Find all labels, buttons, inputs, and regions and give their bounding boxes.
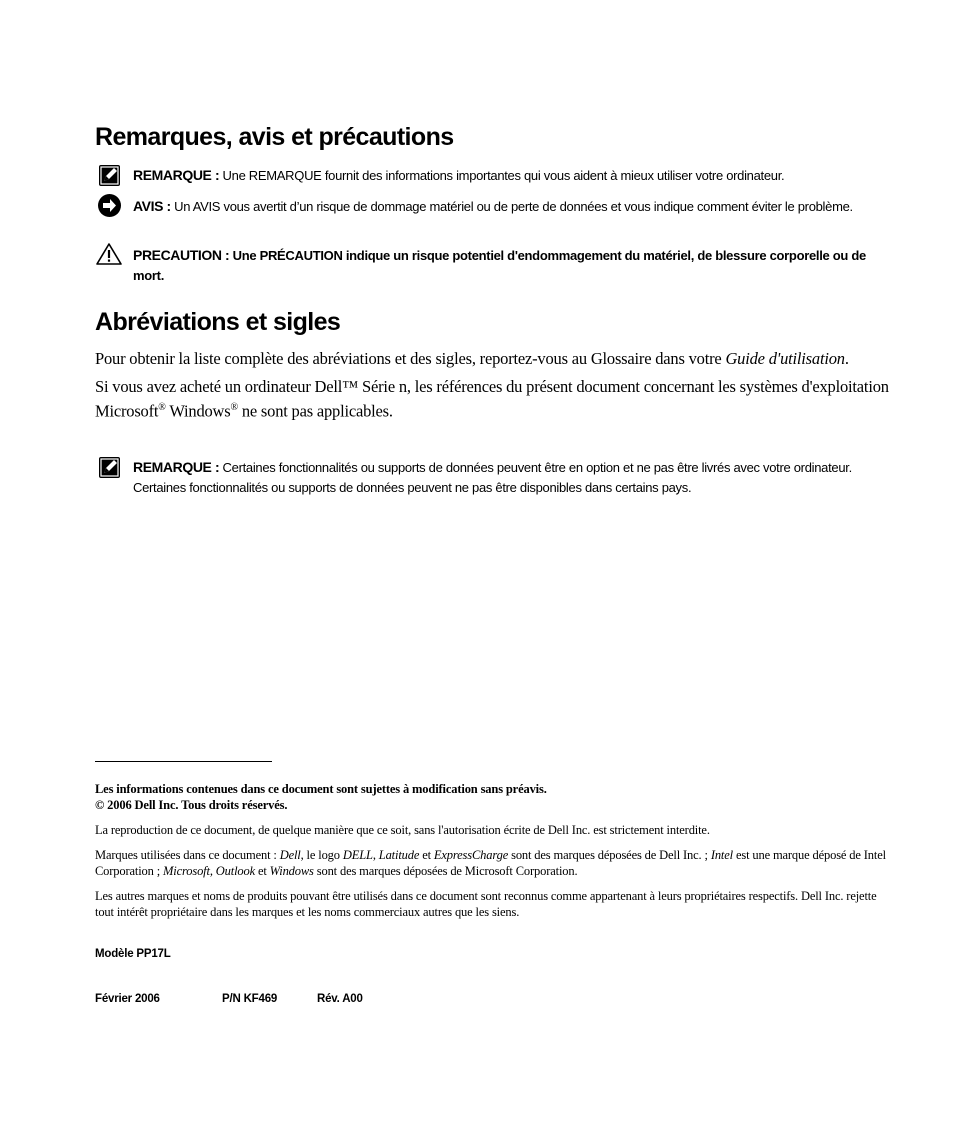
part-number: P/N KF469 — [222, 993, 278, 1005]
caution-triangle-icon — [95, 242, 123, 266]
note-label: REMARQUE : — [133, 167, 220, 183]
tm-text: , le logo — [300, 848, 343, 862]
series-n-text-2: Windows — [165, 401, 231, 421]
note-label: REMARQUE : — [133, 459, 220, 475]
note-remarque-2 — [133, 457, 893, 498]
series-n-text-1: Si vous avez acheté un ordinateur Dell™ Série n, les références du présent document concernant les systèmes d'exploitation Microsoft — [95, 377, 889, 421]
note-text: Certaines fonctionnalités ou supports de données peuvent être en option et ne pas être livrés avec votre ordinateur. Certaines fonctionnalités ou supports de données peuvent ne pas être disponibles dans certains pays. — [133, 460, 852, 495]
tm-latitude: Latitude — [378, 848, 420, 862]
notice-arrow-icon — [98, 194, 121, 217]
registered-mark-1: ® — [158, 402, 166, 413]
tm-text: est une marque déposé de Intel Corporation ; — [95, 848, 886, 878]
caution-label: PRECAUTION : — [133, 247, 230, 263]
glossary-end: . — [844, 349, 849, 368]
series-n-paragraph — [95, 376, 895, 422]
notice-label: AVIS : — [133, 198, 171, 214]
note-text: Une REMARQUE fournit des informations importantes qui vous aident à mieux utiliser votre ordinateur. — [219, 168, 785, 183]
legal-notice — [95, 781, 895, 813]
note-pencil-icon — [99, 165, 120, 186]
tm-microsoft-outlook: Microsoft, Outlook — [163, 864, 255, 878]
note-remarque — [133, 165, 893, 186]
notice-avis — [133, 196, 893, 217]
caution-precaution — [133, 245, 893, 286]
caution-text: Une PRÉCAUTION indique un risque potentiel d'endommagement du matériel, de blessure corporelle ou de mort. — [133, 248, 866, 283]
notice-text: Un AVIS vous avertit d’un risque de dommage matériel ou de perte de données et vous indique comment éviter le problème. — [170, 199, 853, 214]
note-pencil-icon — [99, 457, 120, 478]
glossary-text: Pour obtenir la liste complète des abréviations et des sigles, reportez-vous au Glossaire dans votre — [95, 349, 726, 368]
tm-text: , — [372, 848, 379, 862]
legal-line-2: © 2006 Dell Inc. Tous droits réservés. — [95, 798, 288, 812]
series-n-text-3: ne sont pas applicables. — [237, 401, 393, 421]
tm-windows: Windows — [269, 864, 314, 878]
model-number: Modèle PP17L — [95, 948, 171, 960]
tm-text: et — [419, 848, 434, 862]
section-title-notes: Remarques, avis et précautions — [95, 123, 454, 151]
footer-divider — [95, 761, 272, 762]
registered-mark-2: ® — [230, 402, 238, 413]
tm-text: et — [255, 864, 270, 878]
trademarks-notice — [95, 847, 895, 879]
tm-text: Marques utilisées dans ce document : — [95, 848, 280, 862]
section-title-abbreviations: Abréviations et sigles — [95, 308, 341, 336]
tm-dell: Dell — [279, 848, 301, 862]
tm-intel: Intel — [710, 848, 733, 862]
legal-line-1: Les informations contenues dans ce document sont sujettes à modification sans préavis. — [95, 782, 547, 796]
tm-text: sont des marques déposées de Dell Inc. ; — [508, 848, 711, 862]
reproduction-notice: La reproduction de ce document, de quelque manière que ce soit, sans l'autorisation écrite de Dell Inc. est strictement interdite. — [95, 823, 710, 837]
publication-date: Février 2006 — [95, 993, 160, 1005]
other-marks-notice: Les autres marques et noms de produits pouvant être utilisés dans ce document sont reconnus comme appartenant à leurs propriétaires respectifs. Dell Inc. rejette tout intérêt propriétaire dans les marques et les noms commerciaux autres que les siens. — [95, 889, 877, 919]
tm-expresscharge: ExpressCharge — [433, 848, 509, 862]
tm-text: sont des marques déposées de Microsoft Corporation. — [313, 864, 578, 878]
guide-title: Guide d'utilisation — [725, 349, 845, 368]
revision: Rév. A00 — [317, 993, 363, 1005]
tm-dell-logo: DELL — [342, 848, 373, 862]
glossary-paragraph — [95, 348, 895, 369]
